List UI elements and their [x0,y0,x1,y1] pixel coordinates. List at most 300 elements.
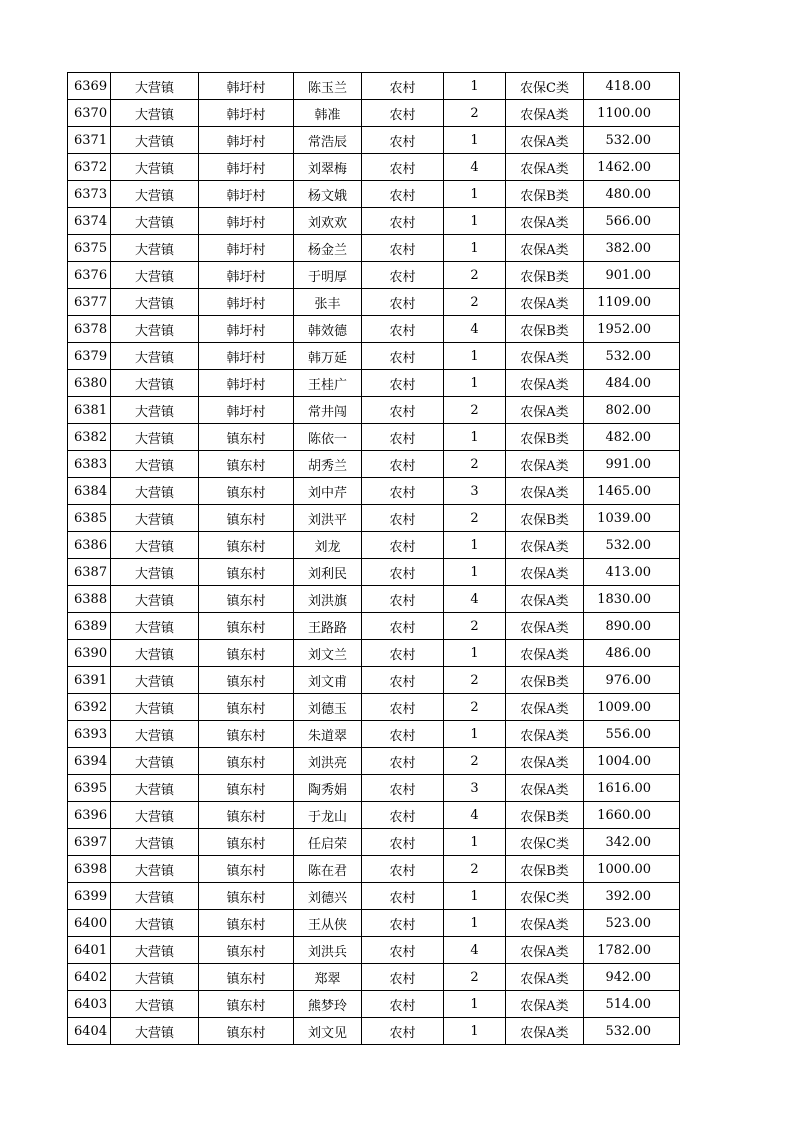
cell-area: 农村 [362,73,444,100]
cell-town: 大营镇 [111,694,199,721]
cell-village: 镇东村 [199,910,294,937]
cell-household-count: 2 [444,667,506,694]
cell-serial: 6371 [68,127,111,154]
cell-serial: 6388 [68,586,111,613]
table-row [68,856,680,883]
cell-town: 大营镇 [111,964,199,991]
cell-household-count: 1 [444,640,506,667]
cell-area: 农村 [362,181,444,208]
cell-household-count: 1 [444,883,506,910]
cell-area: 农村 [362,856,444,883]
cell-category: 农保A类 [506,235,584,262]
cell-name: 陶秀娟 [294,775,362,802]
table-row [68,262,680,289]
cell-amount: 1830.00 [584,586,680,613]
cell-village: 镇东村 [199,478,294,505]
cell-area: 农村 [362,640,444,667]
cell-area: 农村 [362,964,444,991]
cell-name: 于龙山 [294,802,362,829]
table-row [68,937,680,964]
cell-town: 大营镇 [111,910,199,937]
cell-area: 农村 [362,343,444,370]
cell-amount: 523.00 [584,910,680,937]
cell-serial: 6403 [68,991,111,1018]
cell-household-count: 2 [444,505,506,532]
cell-name: 常浩辰 [294,127,362,154]
cell-serial: 6391 [68,667,111,694]
cell-name: 刘洪旗 [294,586,362,613]
cell-amount: 1465.00 [584,478,680,505]
cell-serial: 6382 [68,424,111,451]
cell-town: 大营镇 [111,613,199,640]
cell-village: 镇东村 [199,802,294,829]
cell-category: 农保B类 [506,856,584,883]
cell-village: 镇东村 [199,856,294,883]
cell-village: 镇东村 [199,559,294,586]
cell-category: 农保A类 [506,1018,584,1045]
cell-household-count: 2 [444,397,506,424]
cell-area: 农村 [362,370,444,397]
cell-category: 农保A类 [506,478,584,505]
cell-household-count: 2 [444,694,506,721]
cell-household-count: 1 [444,559,506,586]
cell-category: 农保A类 [506,640,584,667]
table-row [68,532,680,559]
cell-serial: 6396 [68,802,111,829]
cell-category: 农保A类 [506,370,584,397]
cell-area: 农村 [362,802,444,829]
cell-village: 韩圩村 [199,100,294,127]
cell-town: 大营镇 [111,478,199,505]
table-row [68,397,680,424]
cell-amount: 532.00 [584,343,680,370]
cell-name: 郑翠 [294,964,362,991]
cell-town: 大营镇 [111,73,199,100]
cell-town: 大营镇 [111,262,199,289]
cell-amount: 901.00 [584,262,680,289]
cell-household-count: 1 [444,991,506,1018]
cell-category: 农保A类 [506,721,584,748]
table-row [68,586,680,613]
cell-serial: 6400 [68,910,111,937]
cell-area: 农村 [362,289,444,316]
cell-village: 韩圩村 [199,127,294,154]
cell-amount: 1004.00 [584,748,680,775]
cell-category: 农保A类 [506,127,584,154]
cell-area: 农村 [362,235,444,262]
cell-serial: 6398 [68,856,111,883]
cell-area: 农村 [362,829,444,856]
cell-village: 镇东村 [199,451,294,478]
cell-serial: 6395 [68,775,111,802]
cell-area: 农村 [362,721,444,748]
cell-amount: 486.00 [584,640,680,667]
cell-name: 杨金兰 [294,235,362,262]
cell-household-count: 2 [444,262,506,289]
cell-amount: 1000.00 [584,856,680,883]
table-row [68,991,680,1018]
cell-category: 农保A类 [506,964,584,991]
cell-area: 农村 [362,100,444,127]
cell-category: 农保A类 [506,289,584,316]
table-row [68,1018,680,1045]
cell-village: 韩圩村 [199,343,294,370]
cell-town: 大营镇 [111,829,199,856]
cell-town: 大营镇 [111,667,199,694]
cell-area: 农村 [362,262,444,289]
cell-town: 大营镇 [111,586,199,613]
table-row [68,208,680,235]
cell-area: 农村 [362,208,444,235]
cell-town: 大营镇 [111,640,199,667]
cell-town: 大营镇 [111,451,199,478]
cell-amount: 566.00 [584,208,680,235]
cell-amount: 1009.00 [584,694,680,721]
cell-name: 刘洪兵 [294,937,362,964]
cell-village: 韩圩村 [199,289,294,316]
cell-town: 大营镇 [111,991,199,1018]
cell-name: 刘文兰 [294,640,362,667]
cell-serial: 6380 [68,370,111,397]
cell-town: 大营镇 [111,532,199,559]
cell-town: 大营镇 [111,127,199,154]
table-row [68,613,680,640]
cell-village: 镇东村 [199,667,294,694]
cell-amount: 1782.00 [584,937,680,964]
cell-town: 大营镇 [111,748,199,775]
table-row [68,505,680,532]
cell-area: 农村 [362,316,444,343]
cell-serial: 6397 [68,829,111,856]
cell-name: 韩效德 [294,316,362,343]
cell-serial: 6369 [68,73,111,100]
cell-household-count: 1 [444,208,506,235]
cell-serial: 6386 [68,532,111,559]
cell-name: 王路路 [294,613,362,640]
cell-village: 镇东村 [199,532,294,559]
cell-town: 大营镇 [111,802,199,829]
cell-village: 镇东村 [199,883,294,910]
cell-category: 农保B类 [506,262,584,289]
cell-serial: 6372 [68,154,111,181]
cell-town: 大营镇 [111,181,199,208]
cell-serial: 6376 [68,262,111,289]
cell-amount: 942.00 [584,964,680,991]
cell-town: 大营镇 [111,316,199,343]
cell-area: 农村 [362,127,444,154]
cell-category: 农保A类 [506,748,584,775]
cell-category: 农保B类 [506,181,584,208]
cell-serial: 6377 [68,289,111,316]
cell-amount: 556.00 [584,721,680,748]
table-row [68,802,680,829]
cell-amount: 1039.00 [584,505,680,532]
cell-serial: 6385 [68,505,111,532]
cell-area: 农村 [362,154,444,181]
cell-village: 韩圩村 [199,208,294,235]
cell-name: 刘德兴 [294,883,362,910]
cell-serial: 6379 [68,343,111,370]
cell-serial: 6399 [68,883,111,910]
cell-serial: 6402 [68,964,111,991]
cell-village: 镇东村 [199,964,294,991]
cell-town: 大营镇 [111,208,199,235]
cell-serial: 6401 [68,937,111,964]
cell-amount: 1952.00 [584,316,680,343]
table-row [68,748,680,775]
cell-serial: 6389 [68,613,111,640]
cell-name: 陈在君 [294,856,362,883]
cell-village: 镇东村 [199,505,294,532]
cell-household-count: 2 [444,289,506,316]
cell-serial: 6393 [68,721,111,748]
cell-household-count: 2 [444,100,506,127]
cell-amount: 480.00 [584,181,680,208]
cell-household-count: 1 [444,910,506,937]
cell-amount: 532.00 [584,1018,680,1045]
cell-area: 农村 [362,937,444,964]
cell-household-count: 2 [444,451,506,478]
cell-town: 大营镇 [111,721,199,748]
table-row [68,343,680,370]
table-row [68,694,680,721]
cell-name: 于明厚 [294,262,362,289]
cell-category: 农保B类 [506,505,584,532]
cell-name: 刘龙 [294,532,362,559]
cell-category: 农保A类 [506,586,584,613]
cell-village: 镇东村 [199,829,294,856]
cell-serial: 6390 [68,640,111,667]
cell-household-count: 1 [444,532,506,559]
cell-village: 镇东村 [199,424,294,451]
cell-household-count: 1 [444,424,506,451]
cell-village: 镇东村 [199,721,294,748]
cell-serial: 6370 [68,100,111,127]
cell-name: 刘洪亮 [294,748,362,775]
cell-household-count: 1 [444,829,506,856]
cell-town: 大营镇 [111,775,199,802]
cell-household-count: 4 [444,802,506,829]
cell-amount: 976.00 [584,667,680,694]
table-row [68,127,680,154]
cell-area: 农村 [362,991,444,1018]
cell-village: 韩圩村 [199,154,294,181]
cell-household-count: 4 [444,937,506,964]
cell-area: 农村 [362,748,444,775]
table-row [68,721,680,748]
table-row [68,154,680,181]
cell-village: 镇东村 [199,640,294,667]
cell-amount: 514.00 [584,991,680,1018]
cell-amount: 418.00 [584,73,680,100]
cell-category: 农保A类 [506,910,584,937]
cell-household-count: 1 [444,127,506,154]
table-row [68,316,680,343]
cell-serial: 6381 [68,397,111,424]
cell-area: 农村 [362,613,444,640]
cell-category: 农保B类 [506,316,584,343]
cell-amount: 802.00 [584,397,680,424]
cell-serial: 6384 [68,478,111,505]
cell-name: 刘德玉 [294,694,362,721]
cell-category: 农保A类 [506,397,584,424]
table-row [68,289,680,316]
table-row [68,910,680,937]
table-row [68,181,680,208]
cell-town: 大营镇 [111,883,199,910]
cell-name: 刘欢欢 [294,208,362,235]
cell-area: 农村 [362,532,444,559]
table-row [68,640,680,667]
cell-amount: 392.00 [584,883,680,910]
cell-household-count: 2 [444,856,506,883]
cell-village: 镇东村 [199,613,294,640]
cell-amount: 1616.00 [584,775,680,802]
cell-name: 刘翠梅 [294,154,362,181]
cell-household-count: 1 [444,370,506,397]
cell-area: 农村 [362,883,444,910]
table-row [68,775,680,802]
cell-town: 大营镇 [111,397,199,424]
cell-household-count: 4 [444,316,506,343]
cell-area: 农村 [362,667,444,694]
cell-town: 大营镇 [111,937,199,964]
cell-name: 刘洪平 [294,505,362,532]
cell-name: 王桂广 [294,370,362,397]
cell-town: 大营镇 [111,1018,199,1045]
cell-town: 大营镇 [111,235,199,262]
cell-name: 胡秀兰 [294,451,362,478]
cell-household-count: 1 [444,235,506,262]
cell-town: 大营镇 [111,370,199,397]
cell-amount: 890.00 [584,613,680,640]
cell-category: 农保C类 [506,883,584,910]
cell-serial: 6387 [68,559,111,586]
cell-village: 镇东村 [199,937,294,964]
cell-amount: 1100.00 [584,100,680,127]
cell-village: 韩圩村 [199,235,294,262]
cell-area: 农村 [362,397,444,424]
table-row [68,370,680,397]
cell-category: 农保A类 [506,154,584,181]
cell-amount: 532.00 [584,127,680,154]
cell-household-count: 2 [444,613,506,640]
cell-village: 镇东村 [199,748,294,775]
cell-serial: 6404 [68,1018,111,1045]
cell-area: 农村 [362,424,444,451]
cell-name: 熊梦玲 [294,991,362,1018]
cell-name: 张丰 [294,289,362,316]
cell-village: 镇东村 [199,586,294,613]
cell-area: 农村 [362,505,444,532]
cell-area: 农村 [362,586,444,613]
table-row [68,829,680,856]
cell-name: 陈依一 [294,424,362,451]
cell-name: 刘文见 [294,1018,362,1045]
cell-serial: 6375 [68,235,111,262]
data-table [67,72,680,1045]
cell-area: 农村 [362,694,444,721]
cell-town: 大营镇 [111,559,199,586]
cell-village: 韩圩村 [199,370,294,397]
cell-category: 农保B类 [506,667,584,694]
cell-town: 大营镇 [111,505,199,532]
cell-town: 大营镇 [111,100,199,127]
cell-household-count: 2 [444,964,506,991]
cell-name: 杨文娥 [294,181,362,208]
cell-serial: 6374 [68,208,111,235]
cell-village: 镇东村 [199,775,294,802]
table-body [68,73,680,1045]
cell-town: 大营镇 [111,424,199,451]
cell-category: 农保C类 [506,73,584,100]
cell-category: 农保B类 [506,802,584,829]
cell-amount: 484.00 [584,370,680,397]
cell-name: 刘中芹 [294,478,362,505]
table-row [68,424,680,451]
cell-village: 韩圩村 [199,397,294,424]
cell-category: 农保A类 [506,343,584,370]
cell-town: 大营镇 [111,289,199,316]
cell-household-count: 1 [444,721,506,748]
cell-category: 农保A类 [506,694,584,721]
cell-serial: 6378 [68,316,111,343]
cell-household-count: 1 [444,343,506,370]
cell-town: 大营镇 [111,856,199,883]
table-row [68,559,680,586]
cell-household-count: 4 [444,154,506,181]
cell-name: 王从侠 [294,910,362,937]
cell-category: 农保A类 [506,613,584,640]
cell-category: 农保A类 [506,451,584,478]
cell-category: 农保B类 [506,424,584,451]
cell-amount: 1462.00 [584,154,680,181]
cell-town: 大营镇 [111,154,199,181]
cell-area: 农村 [362,910,444,937]
cell-category: 农保A类 [506,937,584,964]
cell-household-count: 3 [444,775,506,802]
cell-household-count: 1 [444,73,506,100]
cell-name: 韩准 [294,100,362,127]
cell-household-count: 1 [444,1018,506,1045]
cell-household-count: 1 [444,181,506,208]
cell-amount: 482.00 [584,424,680,451]
cell-category: 农保A类 [506,559,584,586]
cell-category: 农保A类 [506,775,584,802]
cell-amount: 532.00 [584,532,680,559]
cell-amount: 1109.00 [584,289,680,316]
table-row [68,100,680,127]
cell-amount: 413.00 [584,559,680,586]
cell-serial: 6383 [68,451,111,478]
table-row [68,478,680,505]
table-row [68,235,680,262]
cell-name: 朱道翠 [294,721,362,748]
cell-name: 陈玉兰 [294,73,362,100]
table-row [68,883,680,910]
cell-village: 韩圩村 [199,181,294,208]
cell-category: 农保C类 [506,829,584,856]
cell-household-count: 2 [444,748,506,775]
cell-area: 农村 [362,775,444,802]
table-row [68,964,680,991]
cell-category: 农保A类 [506,532,584,559]
cell-village: 韩圩村 [199,316,294,343]
cell-serial: 6373 [68,181,111,208]
cell-name: 任启荣 [294,829,362,856]
cell-serial: 6392 [68,694,111,721]
cell-serial: 6394 [68,748,111,775]
